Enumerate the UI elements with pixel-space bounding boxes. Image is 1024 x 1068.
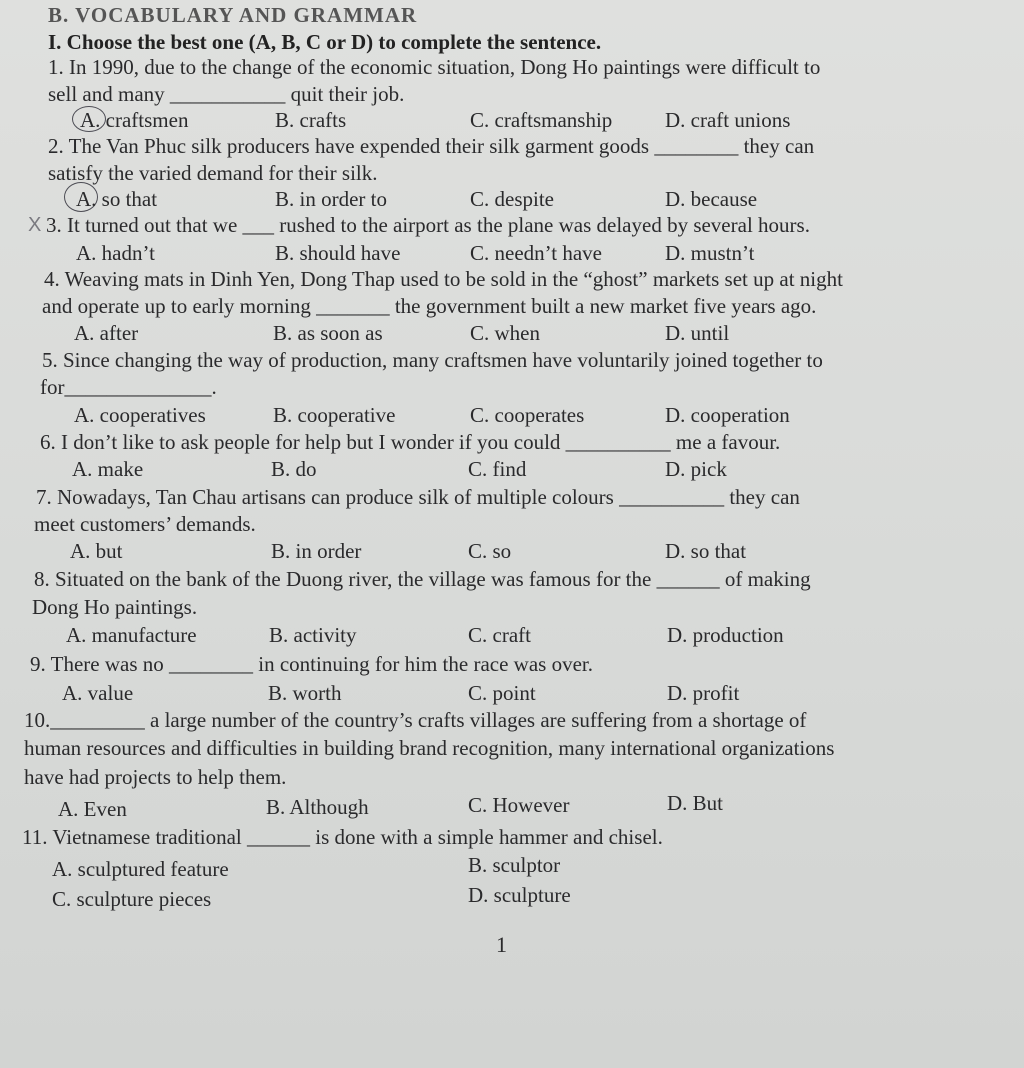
instruction: I. Choose the best one (A, B, C or D) to complete the sentence.: [48, 30, 602, 54]
q7-option-b: B. in order: [271, 539, 362, 563]
q6-option-a: A. make: [72, 457, 144, 481]
q9-option-d: D. profit: [667, 681, 740, 705]
q4-option-c: C. when: [470, 321, 540, 345]
q1-option-a: A. craftsmen: [80, 108, 189, 132]
question-10-line-3: have had projects to help them.: [24, 765, 287, 789]
q6-option-c: C. find: [468, 457, 527, 481]
q8-option-a: A. manufacture: [66, 623, 197, 647]
question-2-line-1: 2. The Van Phuc silk producers have expended their silk garment goods ________ they can: [48, 134, 815, 158]
q10-option-a: A. Even: [58, 797, 127, 821]
q7-option-a: A. but: [70, 539, 123, 563]
q7-option-d: D. so that: [665, 539, 747, 563]
q4-option-b: B. as soon as: [273, 321, 383, 345]
q11-option-b: B. sculptor: [468, 853, 561, 877]
q9-option-b: B. worth: [268, 681, 342, 705]
question-4-line-2: and operate up to early morning _______ the government built a new market five years ago.: [42, 294, 817, 318]
q9-option-a: A. value: [62, 681, 134, 705]
question-2-line-2: satisfy the varied demand for their silk.: [48, 161, 378, 185]
q1-option-b: B. crafts: [275, 108, 347, 132]
q5-option-d: D. cooperation: [665, 403, 790, 427]
q6-option-d: D. pick: [665, 457, 727, 481]
q1-option-c: C. craftsmanship: [470, 108, 613, 132]
q10-option-d: D. But: [667, 791, 724, 815]
q5-option-a: A. cooperatives: [74, 403, 206, 427]
q9-option-c: C. point: [468, 681, 536, 705]
question-9-line-1: 9. There was no ________ in continuing for him the race was over.: [30, 652, 593, 676]
q11-option-a: A. sculptured feature: [52, 857, 229, 881]
question-3-line-1: 3. It turned out that we ___ rushed to the airport as the plane was delayed by several hours.: [46, 213, 810, 237]
q2-option-a: A. so that: [76, 187, 158, 211]
q11-option-c: C. sculpture pieces: [52, 887, 212, 911]
question-4-line-1: 4. Weaving mats in Dinh Yen, Dong Thap used to be sold in the “ghost” markets set up at night: [44, 267, 843, 291]
q3-option-a: A. hadn’t: [76, 241, 155, 265]
handwritten-x-mark: X: [28, 214, 42, 236]
q3-option-c: C. needn’t have: [470, 241, 602, 265]
q7-option-c: C. so: [468, 539, 512, 563]
q3-option-d: D. mustn’t: [665, 241, 755, 265]
question-10-line-1: 10._________ a large number of the country’s crafts villages are suffering from a shortage of: [24, 708, 807, 732]
question-7-line-2: meet customers’ demands.: [34, 512, 256, 536]
q10-option-b: B. Although: [266, 795, 369, 819]
q2-option-b: B. in order to: [275, 187, 387, 211]
question-11-line-1: 11. Vietnamese traditional ______ is done with a simple hammer and chisel.: [22, 825, 663, 849]
question-1-line-2: sell and many ___________ quit their job.: [48, 82, 405, 106]
q5-option-c: C. cooperates: [470, 403, 585, 427]
q2-option-d: D. because: [665, 187, 758, 211]
q11-option-d: D. sculpture: [468, 883, 571, 907]
q5-option-b: B. cooperative: [273, 403, 396, 427]
question-8-line-1: 8. Situated on the bank of the Duong river, the village was famous for the ______ of making: [34, 567, 811, 591]
q2-option-c: C. despite: [470, 187, 554, 211]
question-1-line-1: 1. In 1990, due to the change of the economic situation, Dong Ho paintings were difficult to: [48, 55, 821, 79]
q8-option-c: C. craft: [468, 623, 531, 647]
question-6-line-1: 6. I don’t like to ask people for help but I wonder if you could __________ me a favour.: [40, 430, 781, 454]
question-7-line-1: 7. Nowadays, Tan Chau artisans can produce silk of multiple colours __________ they can: [36, 485, 800, 509]
q3-option-b: B. should have: [275, 241, 401, 265]
q6-option-b: B. do: [271, 457, 317, 481]
section-title: B. VOCABULARY AND GRAMMAR: [48, 3, 418, 27]
question-5-line-1: 5. Since changing the way of production, many craftsmen have voluntarily joined together to: [42, 348, 823, 372]
q10-option-c: C. However: [468, 793, 570, 817]
question-10-line-2: human resources and difficulties in building brand recognition, many international organizations: [24, 736, 835, 760]
q8-option-b: B. activity: [269, 623, 357, 647]
question-5-line-2: for______________.: [40, 375, 217, 399]
q8-option-d: D. production: [667, 623, 784, 647]
question-8-line-2: Dong Ho paintings.: [32, 595, 198, 619]
q4-option-d: D. until: [665, 321, 730, 345]
q1-option-d: D. craft unions: [665, 108, 791, 132]
page-number: 1: [496, 932, 507, 957]
q4-option-a: A. after: [74, 321, 139, 345]
